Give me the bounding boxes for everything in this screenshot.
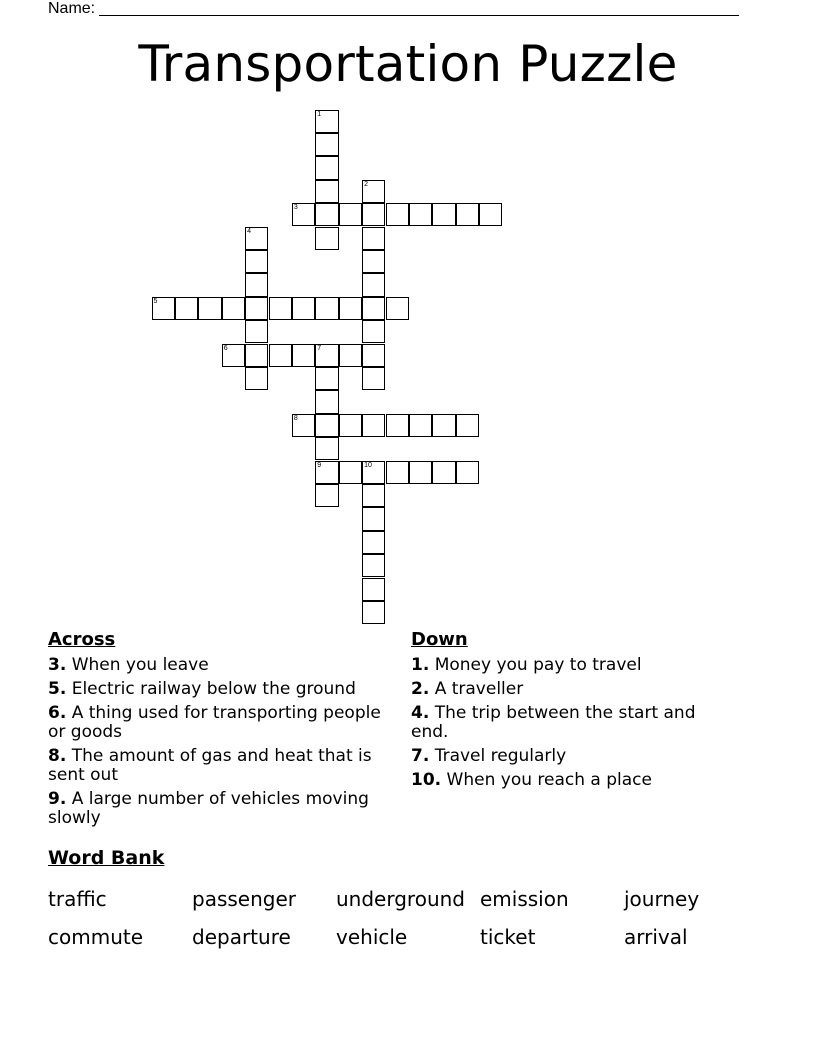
grid-cell[interactable]	[315, 344, 338, 367]
grid-cell[interactable]	[339, 414, 362, 437]
grid-cell[interactable]	[315, 390, 338, 413]
across-clues	[48, 628, 388, 833]
word-bank-word: ticket	[480, 925, 536, 949]
word-bank-word: journey	[624, 887, 700, 911]
grid-cell[interactable]	[362, 273, 385, 296]
grid-cell[interactable]	[339, 297, 362, 320]
grid-cell[interactable]	[362, 320, 385, 343]
clue-number: 1	[317, 110, 322, 118]
grid-cell[interactable]	[152, 297, 175, 320]
word-bank-list	[48, 886, 768, 950]
grid-cell[interactable]	[386, 297, 409, 320]
grid-cell[interactable]	[292, 297, 315, 320]
grid-cell[interactable]	[362, 484, 385, 507]
clue-number: 4	[247, 227, 251, 235]
grid-cell[interactable]	[339, 344, 362, 367]
grid-cell[interactable]	[362, 554, 385, 577]
grid-cell[interactable]	[245, 320, 268, 343]
word-bank-word: departure	[192, 925, 291, 949]
clue-number: 10	[364, 461, 372, 469]
grid-cell[interactable]	[292, 344, 315, 367]
grid-cell[interactable]	[362, 180, 385, 203]
word-bank	[48, 844, 768, 950]
grid-cell[interactable]	[175, 297, 198, 320]
grid-cell[interactable]	[292, 203, 315, 226]
grid-cell[interactable]	[386, 461, 409, 484]
clue-number: 7	[317, 344, 322, 352]
grid-cell[interactable]	[315, 414, 338, 437]
across-heading: Across	[48, 629, 116, 650]
grid-cell[interactable]	[245, 273, 268, 296]
word-bank-word: vehicle	[336, 925, 408, 949]
word-bank-word: emission	[480, 887, 569, 911]
grid-cell[interactable]	[269, 344, 292, 367]
grid-cell[interactable]	[456, 461, 479, 484]
grid-cell[interactable]	[292, 414, 315, 437]
grid-cell[interactable]	[362, 297, 385, 320]
clue-across-6: 6. A thing used for transporting people or goods	[48, 703, 381, 742]
grid-cell[interactable]	[245, 344, 268, 367]
grid-cell[interactable]	[362, 414, 385, 437]
grid-cell[interactable]	[456, 414, 479, 437]
grid-cell[interactable]	[315, 180, 338, 203]
grid-cell[interactable]	[409, 461, 432, 484]
grid-cell[interactable]	[432, 461, 455, 484]
clue-down-2: 2. A traveller	[411, 679, 524, 699]
grid-cell[interactable]	[362, 531, 385, 554]
grid-cell[interactable]	[315, 156, 338, 179]
down-heading: Down	[411, 629, 468, 650]
clue-number: 6	[223, 344, 228, 352]
clue-number: 8	[293, 414, 298, 422]
grid-cell[interactable]	[362, 250, 385, 273]
grid-cell[interactable]	[386, 203, 409, 226]
name-label: Name:	[48, 0, 96, 17]
grid-cell[interactable]	[245, 227, 268, 250]
grid-cell[interactable]	[245, 367, 268, 390]
grid-cell[interactable]	[222, 297, 245, 320]
grid-cell[interactable]	[198, 297, 221, 320]
grid-cell[interactable]	[456, 203, 479, 226]
grid-cell[interactable]	[245, 250, 268, 273]
grid-cell[interactable]	[245, 297, 268, 320]
grid-cell[interactable]	[362, 507, 385, 530]
grid-cell[interactable]	[222, 344, 245, 367]
word-bank-word: traffic	[48, 887, 107, 911]
down-clues	[411, 628, 731, 795]
grid-cell[interactable]	[339, 203, 362, 226]
grid-cell[interactable]	[362, 578, 385, 601]
clue-across-3: 3. When you leave	[48, 655, 209, 675]
clue-across-5: 5. Electric railway below the ground	[48, 679, 356, 699]
grid-cell[interactable]	[362, 227, 385, 250]
grid-cell[interactable]	[409, 203, 432, 226]
grid-cell[interactable]	[362, 367, 385, 390]
grid-cell[interactable]	[315, 461, 338, 484]
clue-down-7: 7. Travel regularly	[411, 746, 567, 766]
word-bank-title: Word Bank	[48, 847, 165, 869]
grid-cell[interactable]	[339, 461, 362, 484]
clue-number: 9	[317, 461, 322, 469]
grid-cell[interactable]	[362, 203, 385, 226]
grid-cell[interactable]	[386, 414, 409, 437]
word-bank-word: commute	[48, 925, 144, 949]
word-bank-word: passenger	[192, 887, 296, 911]
word-bank-word: arrival	[624, 925, 688, 949]
grid-cell[interactable]	[362, 461, 385, 484]
page-title: Transportation Puzzle	[138, 35, 678, 93]
grid-cell[interactable]	[432, 414, 455, 437]
clue-down-1: 1. Money you pay to travel	[411, 655, 642, 675]
grid-cell[interactable]	[315, 203, 338, 226]
grid-cell[interactable]	[315, 367, 338, 390]
clue-across-9: 9. A large number of vehicles moving slowly	[48, 789, 369, 828]
clue-number: 5	[153, 297, 158, 305]
grid-cell[interactable]	[432, 203, 455, 226]
clue-number: 3	[293, 204, 298, 212]
grid-cell[interactable]	[315, 227, 338, 250]
grid-cell[interactable]	[315, 110, 338, 133]
word-bank-word: underground	[336, 887, 465, 911]
grid-cell[interactable]	[362, 601, 385, 624]
grid-cell[interactable]	[315, 297, 338, 320]
grid-cell[interactable]	[362, 344, 385, 367]
clue-number: 2	[364, 180, 368, 188]
grid-cell[interactable]	[315, 133, 338, 156]
clue-down-10: 10. When you reach a place	[411, 770, 652, 790]
clue-down-4: 4. The trip between the start and end.	[411, 703, 696, 742]
clue-across-8: 8. The amount of gas and heat that is sent out	[48, 746, 372, 785]
grid-cell[interactable]	[409, 414, 432, 437]
grid-cell[interactable]	[479, 203, 502, 226]
grid-cell[interactable]	[315, 437, 338, 460]
grid-cell[interactable]	[269, 297, 292, 320]
grid-cell[interactable]	[315, 484, 338, 507]
